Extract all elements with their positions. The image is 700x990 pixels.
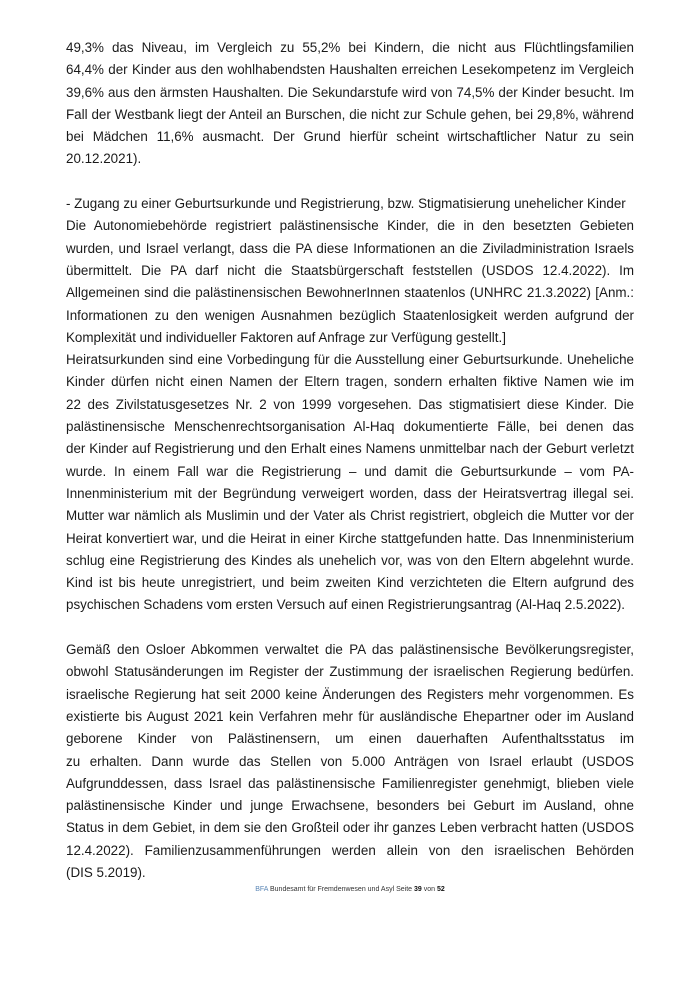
paragraph — [66, 639, 634, 884]
page-footer — [0, 886, 700, 893]
paragraph — [66, 215, 634, 349]
text-line: Kinder dürfen nicht einen Namen der Eltern tragen, sondern erhalten fiktive Namen wie im — [66, 374, 634, 390]
footer-page-label: Seite — [396, 886, 413, 893]
text-line: geborene Kinder von Palästinensern, um einen dauerhaften Aufenthaltsstatus im — [66, 731, 634, 747]
text-line: 39,6% aus den ärmsten Haushalten. Die Sekundarstufe wird von 74,5% der Kinder besucht. Im — [66, 84, 634, 100]
text-line: wurde. In einem Fall war die Registrierung – und damit die Geburtsurkunde – vom PA- — [66, 463, 634, 479]
text-line: existierte bis August 2021 kein Verfahren mehr für ausländische Ehepartner oder im Ausland — [66, 708, 634, 724]
text-line: Kind ist bis heute unregistriert, und beim zweiten Kind verzichteten die Eltern aufgrund des — [66, 575, 634, 591]
text-line: Heiratsurkunden sind eine Vorbedingung für die Ausstellung einer Geburtsurkunde. Uneheliche — [66, 352, 634, 368]
text-line: Status in dem Gebiet, in dem sie den Großteil oder ihr ganzes Leben verbracht hatten (USDOS — [66, 820, 634, 836]
footer-page-total: 52 — [437, 886, 445, 893]
text-line: Mutter war nämlich als Muslimin und der Vater als Christ registriert, obgleich die Mutter vor der — [66, 508, 634, 524]
text-line: der Kinder auf Registrierung und den Erhalt eines Namens unmittelbar nach der Geburt verletzt — [66, 441, 634, 457]
text-line: 49,3% das Niveau, im Vergleich zu 55,2% bei Kindern, die nicht aus Flüchtlingsfamilien — [66, 40, 634, 55]
document-body — [66, 37, 634, 884]
footer-page-number: 39 — [414, 886, 422, 893]
footer-org: Bundesamt für Fremdenwesen und Asyl — [270, 886, 395, 893]
text-line: - Zugang zu einer Geburtsurkunde und Registrierung, bzw. Stigmatisierung unehelicher Kinder — [66, 196, 626, 212]
text-line: zu erhalten. Dann wurde das Stellen von 5.000 Anträgen von Israel erlaubt (USDOS — [66, 753, 634, 769]
text-line: Fall der Westbank liegt der Anteil an Burschen, die nicht zur Schule gehen, bei 29,8%, während — [66, 106, 634, 122]
text-line: Innenministerium mit der Begründung verweigert worden, dass der Heiratsvertrag illegal sei. — [66, 485, 634, 501]
text-line: Informationen zu den wenigen Ausnahmen bezüglich Staatenlosigkeit werden aufgrund der — [66, 307, 634, 323]
section-heading — [66, 193, 634, 215]
footer-of-label: von — [423, 886, 436, 893]
text-line: 22 des Zivilstatusgesetzes Nr. 2 von 1999 vorgesehen. Das stigmatisiert diese Kinder. Die — [66, 396, 634, 412]
text-line: Heirat konvertiert war, und die Heirat in einer Kirche stattgefunden hatte. Das Innenministerium — [66, 530, 634, 546]
paragraph-spacer — [66, 171, 634, 193]
text-line: obwohl Statusänderungen im Register der Zustimmung der israelischen Regierung bedürfen. — [66, 664, 634, 680]
text-line: Gemäß den Osloer Abkommen verwaltet die PA das palästinensische Bevölkerungsregister, — [66, 642, 634, 658]
text-line: übermittelt. Die PA darf nicht die Staatsbürgerschaft feststellen (USDOS 12.4.2022). Im — [66, 262, 634, 278]
text-line: 20.12.2021). — [66, 151, 142, 167]
text-line: Allgemeinen sind die palästinensischen BewohnerInnen staatenlos (UNHRC 21.3.2022) [Anm.: — [66, 285, 634, 301]
text-line: israelische Regierung hat seit 2000 keine Änderungen des Registers mehr vorgenommen. Es — [66, 686, 634, 702]
paragraph-spacer — [66, 617, 634, 639]
text-line: psychischen Schadens vom ersten Versuch auf einen Registrierungsantrag (Al-Haq 2.5.2022). — [66, 597, 625, 613]
paragraph — [66, 349, 634, 617]
text-line: schlug eine Registrierung des Kindes als unehelich vor, was von den Eltern abgelehnt wurde. — [66, 552, 634, 568]
text-line: Die Autonomiebehörde registriert palästinensische Kinder, die in den besetzten Gebieten — [66, 218, 634, 234]
text-line: wurden, und Israel verlangt, dass die PA diese Informationen an die Ziviladministration Israels — [66, 240, 634, 256]
text-line: palästinensische Kinder und junge Erwachsene, besonders bei Geburt im Ausland, ohne — [66, 798, 634, 814]
text-line: 12.4.2022). Familienzusammenführungen werden allein von den israelischen Behörden — [66, 842, 634, 858]
text-line: Komplexität und individueller Faktoren auf Anfrage zur Verfügung gestellt.] — [66, 329, 506, 345]
text-line: palästinensische Menschenrechtsorganisation Al-Haq dokumentierte Fälle, bei denen das — [66, 419, 634, 435]
text-line: (DIS 5.2019). — [66, 864, 146, 880]
text-line: Aufgrunddessen, dass Israel das palästinensische Familienregister genehmigt, blieben viele — [66, 775, 634, 791]
paragraph — [66, 37, 634, 171]
text-line: bei Mädchen 11,6% ausmacht. Der Grund hierfür scheint wirtschaftlicher Natur zu sein — [66, 129, 634, 145]
text-line: 64,4% der Kinder aus den wohlhabendsten Haushalten erreichen Lesekompetenz im Vergleich — [66, 62, 634, 78]
footer-brand: BFA — [255, 886, 269, 893]
